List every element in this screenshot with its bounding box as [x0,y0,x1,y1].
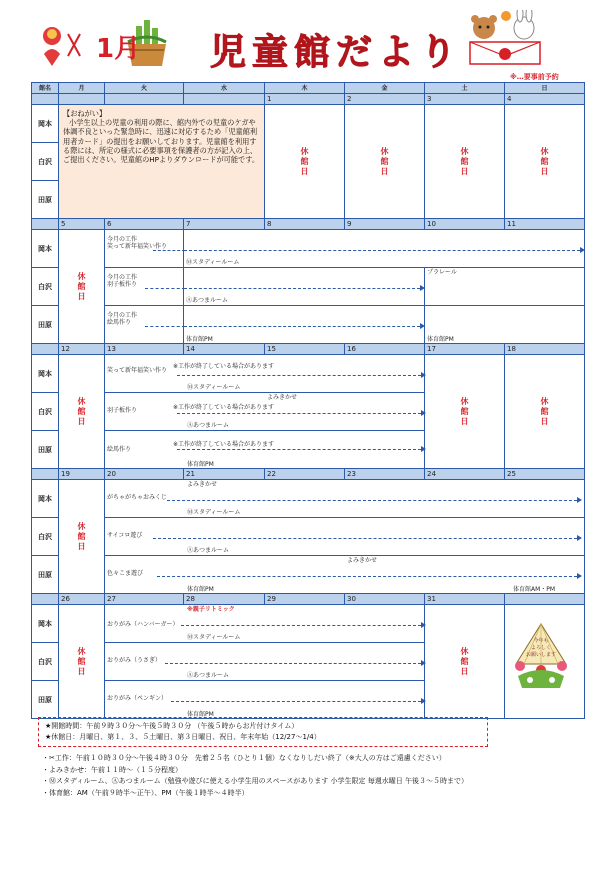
closed-day: 休 館 日 [505,355,585,469]
hall-row-tahara [32,556,585,594]
hall-row-tahara [32,306,585,344]
date-cell: 27 [105,594,184,605]
calendar-header-row [32,83,585,94]
event-reading: よみきかせ [267,394,298,401]
closed-days: ★休館日：月曜日、第１、３、５土曜日、第３日曜日、祝日、年末年始（12/27～1/4） [45,733,321,741]
week-number-row [32,344,585,355]
event-gym: 体育館PM [187,461,214,468]
hall-row-okamoto [32,105,585,143]
event-craft: サイコロ遊び [107,532,143,539]
date-cell: 4 [505,94,585,105]
day-header-thu: 木 [265,83,345,94]
closed-day: 休 館 日 [59,230,105,344]
event-craft: おりがみ（ハンバーガー） [107,621,179,628]
date-cell: 13 [105,344,184,355]
event-reading: よみきかせ [347,557,378,564]
day-header-sat: 土 [425,83,505,94]
date-cell [105,94,184,105]
week-number-row [32,469,585,480]
event-plarail: プラレール [427,269,457,276]
notice-box [59,105,265,219]
hall-row-shirasawa [32,518,585,556]
date-cell: 5 [59,219,105,230]
event-craft: おりがみ（ペンギン） [107,695,167,702]
hall-row-okamoto [32,230,585,268]
event-gym: 体育館PM [187,586,214,593]
hall-name: 岡本 [32,230,59,268]
event-craft: 今月の工作 絵馬作り [107,312,138,326]
event-gym: 体育館PM [427,336,454,343]
date-cell [505,594,585,605]
craft-note: ※工作が終了している場合があります [173,404,275,411]
date-cell: 22 [265,469,345,480]
hall-row-okamoto [32,605,585,643]
date-cell: 18 [505,344,585,355]
date-cell: 15 [265,344,345,355]
week-number-row [32,94,585,105]
date-cell: 8 [265,219,345,230]
opening-info-box [38,717,488,747]
legend-reading: ・よみきかせ：午前１１時～（１５分程度） [42,765,182,774]
closed-day: 休 館 日 [345,105,425,219]
hall-name: 白沢 [32,268,59,306]
event-gym: 体育館PM [187,711,214,718]
craft-note: ※工作が終了している場合があります [173,363,275,370]
hall-name: 岡本 [32,605,59,643]
event-craft: 絵馬作り [107,446,132,453]
hall-name: 白沢 [32,518,59,556]
legend-craft: ・✂工作：午前１０時３０分～午後４時３０分 先着２５名（ひとり１個）なくなりしだい終了（※大人の方はご遠慮ください） [42,754,446,762]
day-header-fri: 金 [345,83,425,94]
legend [42,753,468,799]
week-number-row [32,219,585,230]
closed-day: 休 館 日 [265,105,345,219]
reservation-note: ※…要事前予約 [510,73,559,81]
header [0,0,606,82]
date-cell: 14 [184,344,265,355]
date-cell: 16 [345,344,425,355]
date-cell: 21 [184,469,265,480]
date-cell: 25 [505,469,585,480]
event-craft: 笑って新年福笑い作り [107,367,168,374]
event-craft: 今月の工作 羽子板作り [107,274,138,288]
date-cell: 9 [345,219,425,230]
event-gathering-room: Ⓐあつまルーム [187,547,230,554]
craft-note: ※工作が終了している場合があります [173,441,275,448]
animals-illustration [458,10,558,68]
date-cell: 6 [105,219,184,230]
hall-row-shirasawa [32,268,585,306]
hall-row-okamoto [32,480,585,518]
newyear-line-1: 今年も [533,638,549,644]
new-year-fan-illustration [510,620,572,692]
event-craft: 羽子板作り [107,407,138,414]
event-rhythmic: ※親子リトミック [187,606,235,613]
newyear-line-3: お願いします [525,652,557,658]
day-header-tue: 火 [105,83,184,94]
date-cell: 26 [59,594,105,605]
hall-name: 田原 [32,681,59,719]
day-header-mon: 月 [59,83,105,94]
hall-name: 岡本 [32,480,59,518]
day-header-wed: 水 [184,83,265,94]
hall-name: 田原 [32,306,59,344]
event-study-room: Ⓜスタディールーム [187,634,241,641]
event-study-room: Ⓜスタディールーム [187,384,241,391]
hall-name: 田原 [32,431,59,469]
hall-name: 岡本 [32,355,59,393]
date-cell: 12 [59,344,105,355]
event-craft: おりがみ（うさぎ） [107,657,162,664]
notice-heading: 【おねがい】 [63,109,107,118]
date-cell: 19 [59,469,105,480]
event-gathering-room: Ⓐあつまルーム [187,422,230,429]
hall-name: 田原 [32,556,59,594]
event-craft: がちゃがちゃおみくじ [107,494,168,501]
hall-row-okamoto [32,355,585,393]
week-number-row [32,594,585,605]
date-cell: 11 [505,219,585,230]
month-label: 1月 [96,34,141,64]
date-cell: 30 [345,594,425,605]
hall-column-header: 館名 [32,83,59,94]
date-cell: 7 [184,219,265,230]
date-cell: 10 [425,219,505,230]
opening-hours: ★開館時間：午前９時３０分～午後５時３０分 （午後５時からお片付けタイム） [45,722,299,730]
date-cell [184,94,265,105]
date-cell: 2 [345,94,425,105]
event-craft: 今月の工作 笑って新年福笑い作り [107,236,168,250]
hall-name: 岡本 [32,105,59,143]
date-cell: 17 [425,344,505,355]
date-cell: 24 [425,469,505,480]
closed-day: 休 館 日 [505,105,585,219]
legend-gym: ・体育館：AM（午前９時半～正午）、PM（午後１時半～４時半） [42,788,249,797]
day-header-sun: 日 [505,83,585,94]
date-cell: 29 [265,594,345,605]
hall-name: 白沢 [32,643,59,681]
closed-day: 休 館 日 [59,605,105,719]
date-cell [59,94,105,105]
hall-name: 白沢 [32,393,59,431]
hall-name: 白沢 [32,143,59,181]
page-title: 児童館だより [210,32,463,73]
newyear-line-2: よろしく [530,645,552,651]
notice-body: 小学生以上の児童の利用の際に、館内外での児童のケガや体調不良といった緊急時に、迅速に対応するため「児童館利用者カード」の提出をお願いしております。児童館を利用する際には、所定の様式に必要事項を保護者の方が記入の上、ご提出ください。児童館のHPよりダウンロードが可能です。 [63,118,260,165]
event-study-room: Ⓜスタディールーム [187,509,241,516]
legend-rooms: ・Ⓜスタディルーム、Ⓐあつまルーム（勉強や遊びに使える小学生用のスペースがあります 小学生限定 毎週水曜日 午後３～５時まで） [42,777,468,785]
date-cell: 31 [425,594,505,605]
date-cell: 23 [345,469,425,480]
date-cell: 1 [265,94,345,105]
date-cell: 28 [184,594,265,605]
closed-day: 休 館 日 [59,480,105,594]
calendar-table [31,82,585,719]
closed-day: 休 館 日 [425,355,505,469]
event-gathering-room: Ⓐあつまルーム [187,672,230,679]
event-study-room: Ⓜスタディールーム [186,259,240,266]
date-cell: 20 [105,469,184,480]
hall-name: 田原 [32,181,59,219]
event-reading: よみきかせ [187,481,218,488]
closed-day: 休 館 日 [425,105,505,219]
date-cell: 3 [425,94,505,105]
closed-day: 休 館 日 [59,355,105,469]
event-gym: 体育館PM [186,336,213,343]
event-gym: 体育館AM・PM [513,586,556,593]
event-craft: 色々こま遊び [107,570,144,577]
event-gathering-room: Ⓐあつまルーム [186,297,229,304]
closed-day: 休 館 日 [425,605,505,719]
